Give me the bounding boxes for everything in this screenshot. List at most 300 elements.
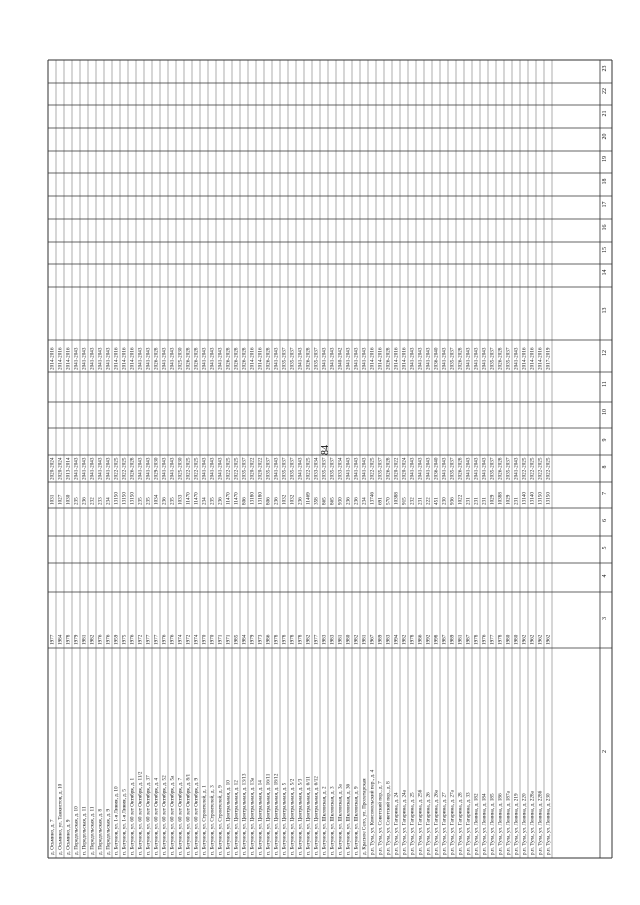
row-period: 2035-2037 — [329, 457, 336, 480]
row-period-2: 2025-2030 — [177, 347, 184, 370]
row-cost: 222 — [425, 497, 432, 505]
row-year: 1976 — [129, 634, 136, 645]
row-address: р.п. Тула, ул. Гагарина, д. 24а — [401, 790, 408, 855]
row-address: р.п. Тула, ул. Ленина, д. 186 — [497, 793, 504, 855]
row-period-2: 2014-2016 — [393, 347, 400, 370]
row-cost: 13150 — [545, 492, 552, 505]
row-period: 2020-2022 — [257, 457, 264, 480]
row-address: п. Бегунов, ул. Центральная, д. 6/11 — [305, 776, 312, 855]
row-period-2: 2026-2028 — [225, 347, 232, 370]
row-year: 1971 — [217, 634, 224, 645]
row-period-2: 2035-2037 — [289, 347, 296, 370]
row-address: р.п. Тула, ул. Гагарина, д. 27 — [441, 792, 448, 855]
row-period: 2041-2043 — [89, 457, 96, 480]
row-period: 2041-2043 — [97, 457, 104, 480]
row-period-2: 2026-2028 — [265, 347, 272, 370]
row-period: 2041-2043 — [473, 457, 480, 480]
row-period-2: 2014-2016 — [121, 347, 128, 370]
row-cost: 230 — [441, 497, 448, 505]
row-address: п. Бегунов, ул. Строителей, д. 1 — [201, 785, 208, 855]
row-period: 2041-2043 — [361, 457, 368, 480]
row-period: 2041-2043 — [481, 457, 488, 480]
row-year: 1982 — [401, 634, 408, 645]
row-period-2: 2014-2016 — [377, 347, 384, 370]
column-number: 4 — [602, 574, 608, 578]
row-period: 2020-2024 — [49, 457, 56, 480]
row-cost: 11470 — [225, 492, 232, 505]
row-period: 2041-2043 — [441, 457, 448, 480]
row-year: 1962 — [529, 634, 536, 645]
row-period-2: 2041-2043 — [321, 347, 328, 370]
row-address: п. Передольская, д. 11 — [81, 806, 88, 855]
row-cost: 1029 — [505, 494, 512, 505]
row-period: 2022-2025 — [537, 457, 544, 480]
row-address: р.п. Тула, ул. Ленина, д. 187а — [505, 791, 512, 855]
row-address: п. Бегунов, ул. Центральная, д. 12 — [233, 780, 240, 855]
row-address: р.п. Тула, ул. Гагарина, д. 33 — [465, 792, 472, 855]
row-cost: 235 — [137, 497, 144, 505]
row-period-2: 2026-2028 — [305, 347, 312, 370]
row-period-2: 2041-2043 — [273, 347, 280, 370]
row-period-2: 2041-2043 — [73, 347, 80, 370]
column-number: 2 — [602, 750, 608, 753]
row-period: 2041-2043 — [417, 457, 424, 480]
row-period-2: 2026-2028 — [385, 347, 392, 370]
row-period: 2035-2037 — [489, 457, 496, 480]
row-address: р.п. Тула, ул. Гагарина, д. 28 — [457, 792, 464, 855]
row-period: 2020-2024 — [57, 457, 64, 480]
row-cost: 231 — [513, 497, 520, 505]
row-year: 1983 — [321, 634, 328, 645]
row-year: 1983 — [385, 634, 392, 645]
row-address: п. Бегунов, ул. Шкловская, д. 3 — [329, 786, 336, 855]
row-period: 2022-2025 — [305, 457, 312, 480]
row-year: 1981 — [337, 634, 344, 645]
row-address: п. Бегунов, ул. Центральная, д. 13а — [249, 777, 256, 855]
row-year: 1982 — [89, 634, 96, 645]
row-period: 2035-2037 — [241, 457, 248, 480]
row-address: р.п. Тула, ул. Ленина, д. 184 — [481, 793, 488, 855]
row-year: 1975 — [121, 634, 128, 645]
row-period-2: 2041-2043 — [137, 347, 144, 370]
row-cost: 13140 — [521, 492, 528, 505]
row-period-2: 2041-2043 — [465, 347, 472, 370]
row-period: 2041-2043 — [513, 457, 520, 480]
row-period-2: 2041-2043 — [417, 347, 424, 370]
row-period-2: 2035-2037 — [505, 347, 512, 370]
row-period-2: 2041-2043 — [81, 347, 88, 370]
row-cost: 236 — [81, 497, 88, 505]
row-year: 1982 — [305, 634, 312, 645]
row-cost: 13150 — [113, 492, 120, 505]
row-cost: 232 — [409, 497, 416, 505]
row-address: д. Передольская, д. 11 — [89, 806, 96, 855]
row-year: 1981 — [457, 634, 464, 645]
row-period-2: 2026-2028 — [233, 347, 240, 370]
row-address: д. Осьмино, д. 7 — [49, 819, 56, 855]
row-period: 2041-2043 — [465, 457, 472, 480]
row-cost: 13150 — [129, 492, 136, 505]
row-period: 2041-2043 — [353, 457, 360, 480]
row-period-2: 2040-2042 — [337, 347, 344, 370]
row-year: 1962 — [537, 634, 544, 645]
row-period-2: 2014-2016 — [529, 347, 536, 370]
row-period-2: 2041-2043 — [105, 347, 112, 370]
row-cost: 234 — [105, 497, 112, 505]
table-cells — [50, 66, 609, 856]
row-cost: 1034 — [153, 494, 160, 505]
row-period-2: 2041-2043 — [481, 347, 488, 370]
column-number: 11 — [602, 381, 608, 387]
row-year: 1982 — [353, 634, 360, 645]
row-period: 2041-2043 — [409, 457, 416, 480]
row-period: 2041-2043 — [345, 457, 352, 480]
row-address: р.п. Тула, ул. Ленина, д. 182 — [473, 793, 480, 855]
column-number: 6 — [602, 519, 608, 522]
row-period-2: 2041-2043 — [209, 347, 216, 370]
row-address: п. Бегунов, ул. Центральная, д. 18/12 — [273, 773, 280, 855]
row-cost: 11470 — [233, 492, 240, 505]
row-period-2: 2014-2016 — [57, 347, 64, 370]
row-period-2: 2014-2016 — [401, 347, 408, 370]
row-year: 1970 — [209, 634, 216, 645]
row-period: 2033-2034 — [337, 457, 344, 480]
row-period: 2041-2043 — [209, 457, 216, 480]
row-period: 2020-2022 — [249, 457, 256, 480]
row-year: 1983 — [329, 634, 336, 645]
row-cost: 236 — [297, 497, 304, 505]
row-period: 2026-2028 — [129, 457, 136, 480]
row-cost: 13180 — [249, 492, 256, 505]
row-cost: 930 — [337, 497, 344, 505]
row-cost: 231 — [481, 497, 488, 505]
row-cost: 570 — [385, 497, 392, 505]
row-address: п. Бегунов, ул. Центральная, д. 16/11 — [265, 773, 272, 855]
row-period: 2041-2043 — [297, 457, 304, 480]
row-cost: 358 — [313, 497, 320, 505]
row-cost: 234 — [201, 497, 208, 505]
row-period: 2041-2043 — [105, 457, 112, 480]
column-number: 15 — [602, 247, 608, 253]
row-period-2: 2035-2037 — [313, 347, 320, 370]
row-year: 1978 — [409, 634, 416, 645]
row-cost: 1031 — [49, 494, 56, 505]
row-cost: 232 — [89, 497, 96, 505]
column-number: 19 — [602, 156, 608, 162]
row-cost: 1030 — [65, 494, 72, 505]
row-year: 1989 — [449, 634, 456, 645]
row-cost: 936 — [449, 497, 456, 505]
row-cost: 236 — [345, 497, 352, 505]
row-address: п. Бегунов, ул. Строителей, д. 3 — [209, 785, 216, 855]
row-cost: 1033 — [177, 494, 184, 505]
row-year: 1977 — [489, 634, 496, 645]
row-period: 2013-2014 — [65, 457, 72, 480]
row-period: 2026-2028 — [497, 457, 504, 480]
row-cost: 231 — [473, 497, 480, 505]
row-period: 2041-2043 — [273, 457, 280, 480]
row-cost: 691 — [377, 497, 384, 505]
row-cost: 10388 — [497, 492, 504, 505]
row-address: р.п. Тула, ул. Советский пер., д. 8 — [385, 781, 392, 855]
page-number: 84 — [320, 445, 331, 455]
row-year: 1978 — [273, 634, 280, 645]
row-year: 1971 — [225, 634, 232, 645]
row-period-2: 2017-2019 — [545, 347, 552, 370]
row-year: 1976 — [105, 634, 112, 645]
row-year: 1978 — [65, 634, 72, 645]
row-year: 1977 — [313, 634, 320, 645]
row-cost: 1032 — [289, 494, 296, 505]
row-period-2: 2041-2043 — [441, 347, 448, 370]
row-cost: 11470 — [185, 492, 192, 505]
row-year: 1985 — [233, 634, 240, 645]
row-address: п. Бегунов, ул. Центральная, д. 5/3 — [297, 778, 304, 855]
row-year: 1978 — [497, 634, 504, 645]
row-address: п. Бегунов, ул. Центральная, д. 13/13 — [241, 773, 248, 855]
row-year: 1987 — [465, 634, 472, 645]
row-period: 2035-2037 — [281, 457, 288, 480]
row-period: 2026-2028 — [385, 457, 392, 480]
row-cost: 234 — [361, 497, 368, 505]
row-period-2: 2041-2043 — [97, 347, 104, 370]
row-year: 1970 — [201, 634, 208, 645]
row-cost: 13746 — [369, 492, 376, 505]
row-year: 1984 — [241, 634, 248, 645]
row-address: п. Бегунов, ул. 60 лет Октября, д. 11/2 — [137, 771, 144, 855]
row-period-2: 2014-2016 — [249, 347, 256, 370]
row-year: 1976 — [161, 634, 168, 645]
row-cost: 235 — [209, 497, 216, 505]
row-cost: 1032 — [281, 494, 288, 505]
row-period: 2041-2043 — [201, 457, 208, 480]
row-address: п. Бегунов, ул. 60 лет Октября, д. 8/1 — [185, 773, 192, 855]
row-address: п. Бегунов, ул. 1-я Линия, д. 5 — [121, 789, 128, 855]
row-year: 1986 — [417, 634, 424, 645]
row-period: 2022-2025 — [113, 457, 120, 480]
row-year: 1972 — [185, 634, 192, 645]
row-year: 1980 — [513, 634, 520, 645]
row-year: 1979 — [249, 634, 256, 645]
row-period: 2033-2034 — [313, 457, 320, 480]
column-number: 21 — [602, 110, 608, 117]
row-cost: 233 — [97, 497, 104, 505]
column-number: 12 — [602, 350, 608, 356]
column-number: 14 — [602, 269, 608, 276]
row-period: 2020-2024 — [401, 457, 408, 480]
row-address: п. Бегунов, ул. Центральная, д. 5 — [281, 782, 288, 855]
row-period-2: 2041-2043 — [89, 347, 96, 370]
row-cost: 1027 — [57, 494, 64, 505]
row-year: 1989 — [377, 634, 384, 645]
row-cost: 11470 — [193, 492, 200, 505]
column-number: 7 — [602, 492, 608, 495]
row-cost: 13150 — [121, 492, 128, 505]
row-period-2: 2014-2016 — [537, 347, 544, 370]
row-period-2: 2035-2037 — [281, 347, 288, 370]
row-period: 2041-2043 — [169, 457, 176, 480]
row-year: 1977 — [145, 634, 152, 645]
row-period: 2041-2043 — [73, 457, 80, 480]
row-cost: 13180 — [257, 492, 264, 505]
row-cost: 235 — [145, 497, 152, 505]
row-period: 2022-2025 — [369, 457, 376, 480]
row-period: 2025-2030 — [177, 457, 184, 480]
row-cost: 865 — [321, 497, 328, 505]
row-address: р.п. Тула, ул. Ленина, д. 220 — [521, 793, 528, 855]
row-address: р.п. Тула, ул. Гагарина, д. 24 — [393, 792, 400, 855]
row-year: 1998 — [433, 634, 440, 645]
column-number: 9 — [602, 438, 608, 442]
row-cost: 235 — [169, 497, 176, 505]
row-period: 2022-2025 — [529, 457, 536, 480]
row-period: 2022-2025 — [185, 457, 192, 480]
row-period: 2020-2022 — [393, 457, 400, 480]
row-year: 1981 — [81, 634, 88, 645]
row-address: п. Бегунов, ул. 60 лет Октября, д. 4 — [153, 777, 160, 855]
row-year: 1994 — [393, 634, 400, 645]
row-period-2: 2014-2016 — [113, 347, 120, 370]
row-period: 2041-2043 — [145, 457, 152, 480]
row-address: п. Бегунов, ул. 60 лет Октября, д. 5а — [169, 775, 176, 855]
row-cost: 236 — [161, 497, 168, 505]
row-year: 1959 — [113, 634, 120, 645]
row-cost: 11469 — [305, 492, 312, 505]
row-period: 2022-2025 — [121, 457, 128, 480]
row-address: р.п. Тула, ул. Ленина, д. 228а — [529, 791, 536, 855]
row-period-2: 2026-2028 — [185, 347, 192, 370]
row-year: 1976 — [97, 634, 104, 645]
row-cost: 915 — [401, 497, 408, 505]
row-address: р.п. Тула, ул. Гагарина, д. 25б — [417, 789, 424, 855]
row-year: 1974 — [193, 634, 200, 645]
row-cost: 236 — [353, 497, 360, 505]
row-period-2: 2041-2043 — [161, 347, 168, 370]
row-period-2: 2026-2028 — [153, 347, 160, 370]
row-address: п. Бегунов, ул. Шкловская, д. 36 — [345, 783, 352, 855]
row-year: 1980 — [505, 634, 512, 645]
row-cost: 235 — [73, 497, 80, 505]
row-period-2: 2041-2043 — [201, 347, 208, 370]
row-period: 2026-2028 — [457, 457, 464, 480]
row-period-2: 2041-2043 — [353, 347, 360, 370]
row-address: д. Красное Село, ул. Пролетарская — [361, 778, 368, 855]
row-period: 2022-2025 — [545, 457, 552, 480]
row-period-2: 2041-2043 — [513, 347, 520, 370]
row-year: 1987 — [441, 634, 448, 645]
row-period-2: 2035-2037 — [449, 347, 456, 370]
row-address: р.п. Тула, ул. Советский пер., д. 7 — [377, 781, 384, 855]
row-period: 2041-2043 — [217, 457, 224, 480]
column-number: 8 — [602, 465, 608, 469]
row-period-2: 2041-2043 — [145, 347, 152, 370]
column-number: 20 — [602, 133, 608, 140]
row-period: 2036-2040 — [433, 457, 440, 480]
column-number: 18 — [602, 178, 608, 185]
row-address: п. Бегунов, ул. Шкловская, д. 3а — [337, 784, 344, 855]
row-address: п. Бегунов, ул. 60 лет Октября, д. 52 — [161, 775, 168, 855]
row-period: 2041-2043 — [81, 457, 88, 480]
row-year: 1972 — [137, 634, 144, 645]
row-address: р.п. Тула, ул. Ленина, д. 185 — [489, 793, 496, 855]
row-year: 1973 — [257, 634, 264, 645]
row-period-2: 2041-2043 — [297, 347, 304, 370]
row-cost: 231 — [465, 497, 472, 505]
column-number: 16 — [602, 224, 608, 231]
row-period-2: 2041-2043 — [473, 347, 480, 370]
row-year: 1981 — [361, 634, 368, 645]
row-period-2: 2026-2028 — [457, 347, 464, 370]
column-number: 23 — [602, 65, 608, 72]
row-address: д. Передольская, д. 10 — [73, 806, 80, 855]
row-address: р.п. Тула, ул. Ленина, д. 228б — [537, 790, 544, 855]
row-period: 2041-2043 — [161, 457, 168, 480]
row-year: 1978 — [281, 634, 288, 645]
row-year: 1976 — [169, 634, 176, 645]
row-period-2: 2035-2037 — [489, 347, 496, 370]
row-year: 1979 — [73, 634, 80, 645]
row-address: д. Передольская, д. 8 — [97, 808, 104, 855]
row-period: 2035-2037 — [321, 457, 328, 480]
row-address: р.п. Тула, ул. Гагарина, д. 27а — [449, 790, 456, 855]
row-year: 1980 — [345, 634, 352, 645]
row-address: д. Осьмино, д. 9 — [65, 819, 72, 855]
row-period-2: 2041-2043 — [361, 347, 368, 370]
row-period-2: 2026-2028 — [241, 347, 248, 370]
row-year: 1992 — [425, 634, 432, 645]
row-year: 1962 — [521, 634, 528, 645]
row-cost: 13150 — [537, 492, 544, 505]
row-cost: 236 — [273, 497, 280, 505]
row-cost: 10388 — [393, 492, 400, 505]
row-period-2: 2014-2016 — [65, 347, 72, 370]
row-year: 1978 — [473, 634, 480, 645]
column-number: 22 — [602, 88, 608, 94]
row-period: 2022-2025 — [233, 457, 240, 480]
row-cost: 806 — [241, 497, 248, 505]
row-year: 1977 — [153, 634, 160, 645]
row-address: р.п. Тула, ул. Комсомольский пер., д. 4 — [369, 769, 376, 855]
row-address: п. Бегунов, ул. 60 лет Октября, д. 37 — [145, 775, 152, 855]
row-cost: 231 — [417, 497, 424, 505]
row-cost: 806 — [265, 497, 272, 505]
row-period: 2022-2025 — [225, 457, 232, 480]
column-number: 17 — [602, 201, 608, 208]
column-number: 5 — [602, 546, 608, 550]
row-period-2: 2014-2016 — [257, 347, 264, 370]
row-year: 1974 — [177, 634, 184, 645]
row-cost: 13140 — [529, 492, 536, 505]
row-period-2: 2041-2043 — [345, 347, 352, 370]
row-period: 2022-2025 — [521, 457, 528, 480]
row-address: п. Бегунов, ул. 60 лет Октября, д. 1 — [129, 777, 136, 855]
row-year: 1978 — [297, 634, 304, 645]
row-period-2: 2041-2043 — [425, 347, 432, 370]
row-address: р.п. Тула, ул. Гагарина, д. 25 — [409, 792, 416, 855]
column-number: 3 — [602, 617, 608, 620]
row-cost: 451 — [433, 497, 440, 505]
row-period-2: 2026-2028 — [497, 347, 504, 370]
row-cost: 1029 — [489, 494, 496, 505]
row-cost: 236 — [217, 497, 224, 505]
row-year: 1976 — [481, 634, 488, 645]
row-period: 2035-2037 — [377, 457, 384, 480]
row-address: п. Бегунов, ул. Строителей, д. 9 — [217, 785, 224, 855]
row-address: п. Бегунов, ул. 60 лет Октября, д. 9 — [193, 777, 200, 855]
row-address: п. Бегунов, ул. Центральная, д. 5/2 — [289, 778, 296, 855]
row-address: п. Бегунов, ул. Шкловская, д. 2 — [321, 786, 328, 855]
row-period-2: 2014-2016 — [369, 347, 376, 370]
